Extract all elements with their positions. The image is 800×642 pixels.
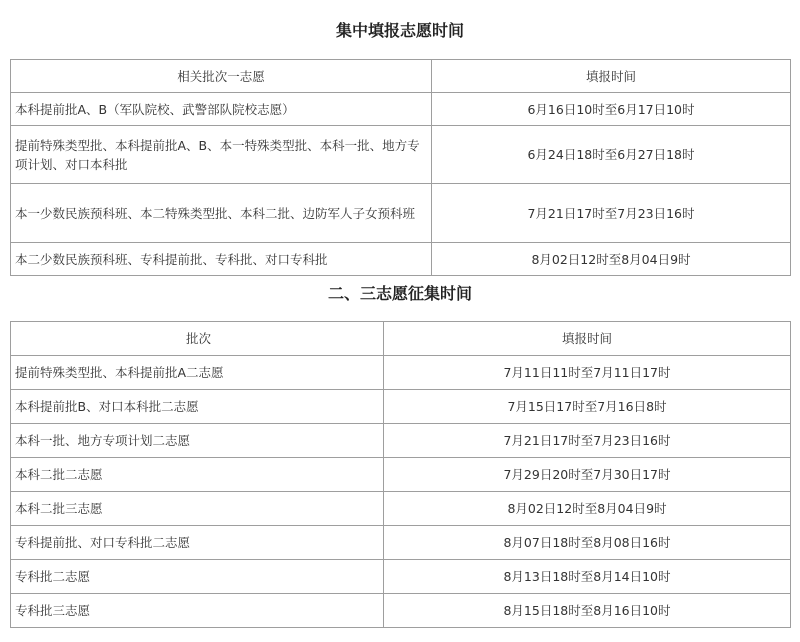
time-cell: 8月15日18时至8月16日10时 (384, 594, 791, 628)
centralized-application-table (10, 59, 791, 276)
table-row (11, 126, 791, 184)
time-cell: 7月11日11时至7月11日17时 (384, 356, 791, 390)
time-cell: 6月24日18时至6月27日18时 (432, 126, 791, 184)
batch-cell: 本科提前批A、B（军队院校、武警部队院校志愿） (11, 93, 432, 126)
table-row (11, 93, 791, 126)
time-cell: 8月02日12时至8月04日9时 (432, 243, 791, 276)
table-header-row (11, 322, 791, 356)
time-cell: 8月13日18时至8月14日10时 (384, 560, 791, 594)
batch-cell: 提前特殊类型批、本科提前批A二志愿 (11, 356, 384, 390)
batch-cell: 本科二批三志愿 (11, 492, 384, 526)
batch-cell: 本二少数民族预科班、专科提前批、专科批、对口专科批 (11, 243, 432, 276)
time-cell: 7月15日17时至7月16日8时 (384, 390, 791, 424)
batch-cell: 本科二批二志愿 (11, 458, 384, 492)
table-row (11, 390, 791, 424)
batch-cell: 专科提前批、对口专科批二志愿 (11, 526, 384, 560)
table-row (11, 184, 791, 243)
header-time: 填报时间 (384, 322, 791, 356)
table-row (11, 424, 791, 458)
time-cell: 7月21日17时至7月23日16时 (432, 184, 791, 243)
header-batch: 批次 (11, 322, 384, 356)
time-cell: 7月21日17时至7月23日16时 (384, 424, 791, 458)
table-row (11, 594, 791, 628)
batch-cell: 专科批三志愿 (11, 594, 384, 628)
table-row (11, 560, 791, 594)
batch-cell: 专科批二志愿 (11, 560, 384, 594)
table-row (11, 526, 791, 560)
table-row (11, 356, 791, 390)
time-cell: 8月07日18时至8月08日16时 (384, 526, 791, 560)
section2-title: 二、三志愿征集时间 (327, 284, 472, 303)
supplementary-application-table (10, 321, 791, 628)
table-header-row (11, 60, 791, 93)
batch-cell: 本科提前批B、对口本科批二志愿 (11, 390, 384, 424)
time-cell: 7月29日20时至7月30日17时 (384, 458, 791, 492)
batch-cell: 本一少数民族预科班、本二特殊类型批、本科二批、边防军人子女预科班 (11, 184, 432, 243)
header-batch: 相关批次一志愿 (11, 60, 432, 93)
table-row (11, 458, 791, 492)
time-cell: 8月02日12时至8月04日9时 (384, 492, 791, 526)
batch-cell: 本科一批、地方专项计划二志愿 (11, 424, 384, 458)
section1-title: 集中填报志愿时间 (335, 21, 464, 40)
table-row (11, 243, 791, 276)
time-cell: 6月16日10时至6月17日10时 (432, 93, 791, 126)
header-time: 填报时间 (432, 60, 791, 93)
batch-cell: 提前特殊类型批、本科提前批A、B、本一特殊类型批、本科一批、地方专项计划、对口本科批 (11, 126, 432, 184)
table-row (11, 492, 791, 526)
